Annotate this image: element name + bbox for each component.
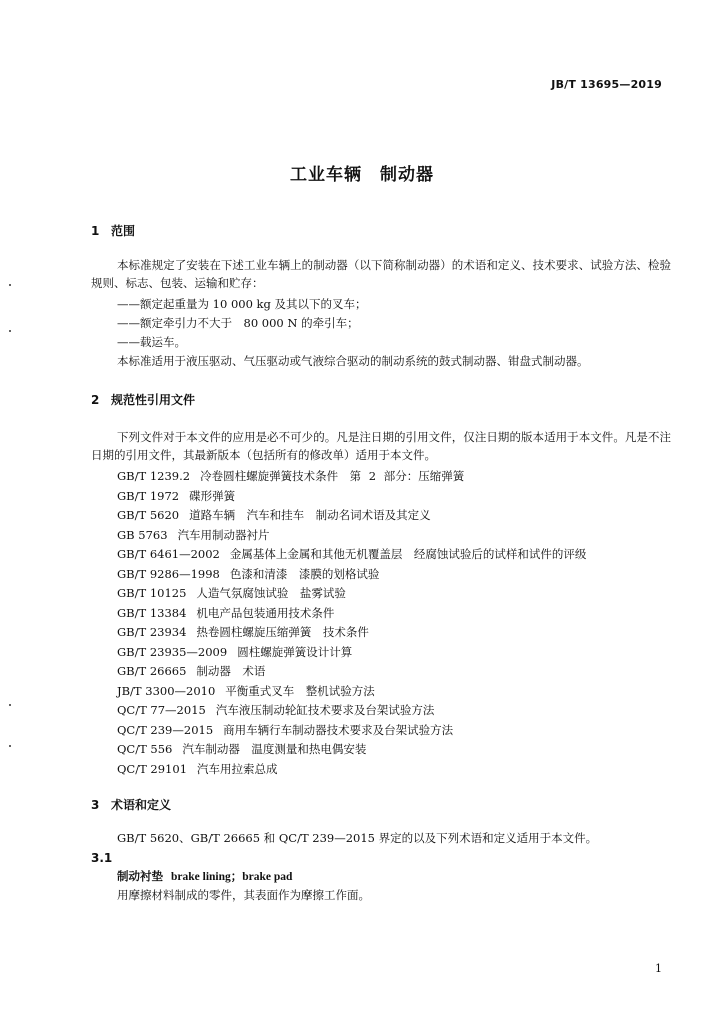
section-title: 规范性引用文件 [111, 393, 196, 407]
reference-code: GB/T 5620 [117, 508, 180, 522]
reference-item [117, 585, 346, 601]
scan-speck [9, 284, 11, 286]
reference-code: GB/T 9286—1998 [117, 566, 220, 581]
reference-code: GB/T 10125 [117, 586, 187, 600]
reference-item [117, 488, 235, 504]
reference-code: QC/T 29101 [117, 761, 188, 776]
section-number: 1 [91, 224, 100, 238]
reference-title: 汽车用拉索总成 [197, 761, 278, 776]
reference-item [117, 605, 334, 621]
section-number: 3 [91, 798, 100, 812]
standard-code: JB/T 13695—2019 [551, 78, 662, 91]
reference-code: QC/T 77—2015 [117, 703, 206, 717]
document-title: 工业车辆 制动器 [290, 165, 434, 185]
scan-speck [9, 330, 11, 332]
reference-title: 机电产品包装通用技术条件 [196, 605, 335, 620]
reference-title: 制动器 术语 [196, 664, 266, 678]
reference-item [117, 624, 369, 640]
reference-item [117, 468, 464, 484]
scan-speck [9, 745, 11, 747]
section-2-heading [91, 391, 195, 408]
reference-code: JB/T 3300—2010 [117, 683, 216, 698]
reference-item [117, 761, 278, 777]
reference-title: 汽车制动器 温度测量和热电偶安装 [182, 742, 367, 756]
reference-code: QC/T 556 [117, 742, 173, 756]
reference-code: GB/T 13384 [117, 605, 187, 620]
reference-item [117, 722, 453, 738]
reference-title: 人造气氛腐蚀试验 盐雾试验 [196, 586, 346, 600]
term-number: 3.1 [91, 851, 113, 865]
reference-item [117, 663, 265, 679]
section-3-heading [91, 796, 171, 813]
reference-item [117, 566, 379, 582]
list-item: ——额定起重量为 10 000 kg 及其以下的叉车； [117, 297, 367, 311]
section-title: 范围 [111, 224, 136, 238]
section-number: 2 [91, 393, 100, 407]
reference-title: 汽车用制动器衬片 [177, 527, 270, 542]
reference-item [117, 507, 431, 523]
scope-note: 本标准适用于液压驱动、气压驱动或气液综合驱动的制动系统的鼓式制动器、钳盘式制动器。 [117, 354, 589, 368]
reference-title: 平衡重式叉车 整机试验方法 [225, 683, 375, 698]
reference-code: GB/T 1239.2 [117, 469, 191, 483]
term-definition: 用摩擦材料制成的零件，其表面作为摩擦工作面。 [117, 888, 370, 902]
term-english: brake lining；brake pad [171, 871, 293, 883]
section-3-intro: GB/T 5620、GB/T 26665 和 QC/T 239—2015 界定的以及下列术语和定义适用于本文件。 [117, 831, 598, 845]
reference-title: 商用车辆行车制动器技术要求及台架试验方法 [223, 722, 454, 737]
section-1-intro: 本标准规定了安装在下述工业车辆上的制动器（以下简称制动器）的术语和定义、技术要求、试验方法、检验规则、标志、包装、运输和贮存： [91, 258, 671, 290]
term-heading [117, 869, 292, 884]
reference-code: GB/T 23935—2009 [117, 644, 228, 659]
reference-item [117, 741, 366, 757]
reference-title: 圆柱螺旋弹簧设计计算 [237, 644, 353, 659]
term-chinese: 制动衬垫 [117, 869, 163, 883]
scan-speck [9, 704, 11, 706]
reference-item [117, 546, 586, 562]
section-1-heading [91, 222, 135, 239]
reference-code: GB 5763 [117, 527, 168, 542]
page-number: 1 [655, 962, 662, 975]
reference-item [117, 527, 270, 543]
reference-title: 色漆和清漆 漆膜的划格试验 [229, 566, 380, 581]
reference-title: 热卷圆柱螺旋压缩弹簧 技术条件 [196, 625, 369, 639]
list-item: ——载运车。 [117, 335, 186, 349]
section-2-intro: 下列文件对于本文件的应用是必不可少的。凡是注日期的引用文件，仅注日期的版本适用于本文件。凡是不注日期的引用文件，其最新版本（包括所有的修改单）适用于本文件。 [91, 430, 671, 462]
reference-code: GB/T 26665 [117, 664, 187, 678]
section-title: 术语和定义 [111, 798, 172, 812]
reference-code: GB/T 1972 [117, 488, 180, 503]
reference-title: 碟形弹簧 [189, 488, 236, 503]
reference-title: 汽车液压制动轮缸技术要求及台架试验方法 [215, 703, 435, 717]
reference-title: 金属基体上金属和其他无机覆盖层 经腐蚀试验后的试样和试件的评级 [229, 547, 587, 561]
reference-code: GB/T 23934 [117, 625, 187, 639]
reference-title: 冷卷圆柱螺旋弹簧技术条件 第 2 部分：压缩弹簧 [200, 469, 465, 483]
reference-item [117, 702, 434, 718]
reference-title: 道路车辆 汽车和挂车 制动名词术语及其定义 [189, 508, 431, 522]
list-item: ——额定牵引力不大于 80 000 N 的牵引车； [117, 316, 359, 330]
reference-code: GB/T 6461—2002 [117, 547, 220, 561]
reference-code: QC/T 239—2015 [117, 722, 214, 737]
reference-item [117, 683, 375, 699]
reference-item [117, 644, 352, 660]
